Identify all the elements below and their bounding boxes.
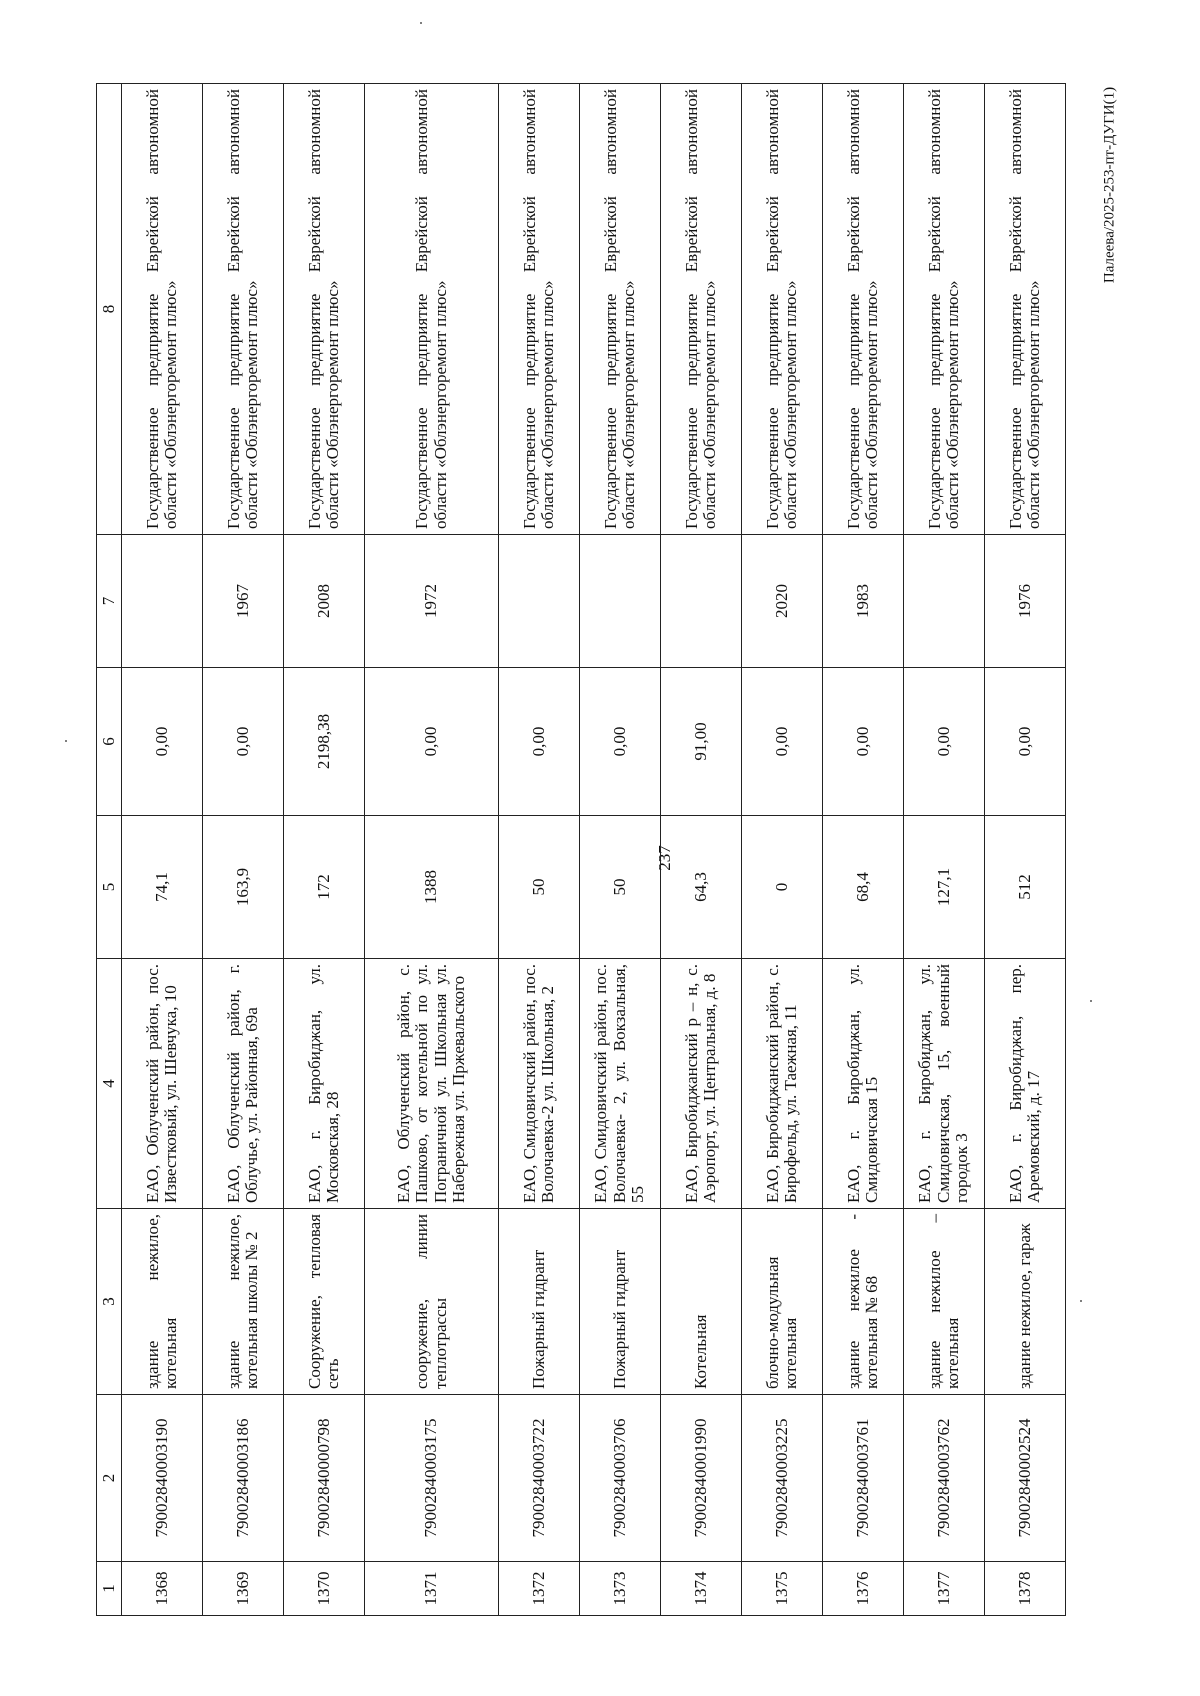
address-cell: ЕАО, Облученский район, с. Пашково, от котельной по ул. Пограничной ул. Школьная ул. Набережная ул. Пржевальского (365, 959, 499, 1209)
address-cell: ЕАО, г. Биробиджан, ул. Смидовичская 15 (823, 959, 904, 1209)
table-row (742, 84, 823, 1616)
cost-cell: 0,00 (203, 668, 284, 816)
row-number-cell: 1375 (742, 1562, 823, 1616)
area-cell: 50 (499, 816, 580, 959)
address-cell: ЕАО, Облученский район, г. Облучье, ул. Районная, 69а (203, 959, 284, 1209)
year-cell: 1972 (365, 535, 499, 668)
cadastral-number-cell: 79002840003761 (823, 1395, 904, 1562)
area-cell: 127,1 (904, 816, 985, 959)
address-cell: ЕАО, Биробиджанский район, с. Бирофельд, ул. Таежная, 11 (742, 959, 823, 1209)
object-type-cell: здание нежилое, котельная (122, 1209, 203, 1395)
address-cell: ЕАО, Смидовичский район, пос. Волочаевка- 2, ул. Вокзальная, 55 (580, 959, 661, 1209)
row-number-cell: 1374 (661, 1562, 742, 1616)
year-cell (661, 535, 742, 668)
cadastral-number-cell: 79002840003706 (580, 1395, 661, 1562)
cadastral-number-cell: 79002840003225 (742, 1395, 823, 1562)
year-cell (580, 535, 661, 668)
cost-cell: 0,00 (904, 668, 985, 816)
address-cell: ЕАО, г. Биробиджан, ул. Московская, 28 (284, 959, 365, 1209)
object-type-cell: Пожарный гидрант (499, 1209, 580, 1395)
table-row (580, 84, 661, 1616)
column-header: 3 (97, 1209, 122, 1395)
cadastral-number-cell: 79002840003762 (904, 1395, 985, 1562)
year-cell: 1983 (823, 535, 904, 668)
object-type-cell: блочно-модульная котельная (742, 1209, 823, 1395)
year-cell: 2008 (284, 535, 365, 668)
area-cell: 163,9 (203, 816, 284, 959)
row-number-cell: 1372 (499, 1562, 580, 1616)
document-code: Палеева/2025-253-пт-ДУГИ(1) (1101, 86, 1118, 284)
table-row (365, 84, 499, 1616)
year-cell (499, 535, 580, 668)
scan-speck (1080, 1300, 1082, 1302)
table-row (985, 84, 1066, 1616)
cost-cell: 0,00 (122, 668, 203, 816)
object-type-cell: здание нежилое, гараж (985, 1209, 1066, 1395)
cadastral-number-cell: 79002840003175 (365, 1395, 499, 1562)
row-number-cell: 1378 (985, 1562, 1066, 1616)
address-cell: ЕАО, г. Биробиджан, пер. Аремовский, д. 17 (985, 959, 1066, 1209)
area-cell: 512 (985, 816, 1066, 959)
row-number-cell: 1377 (904, 1562, 985, 1616)
cost-cell: 91,00 (661, 668, 742, 816)
table-row (284, 84, 365, 1616)
row-number-cell: 1371 (365, 1562, 499, 1616)
cost-cell: 0,00 (365, 668, 499, 816)
column-header: 5 (97, 816, 122, 959)
address-cell: ЕАО, Смидовичский район, пос. Волочаевка-2 ул. Школьная, 2 (499, 959, 580, 1209)
area-cell: 68,4 (823, 816, 904, 959)
page-number: 237 (655, 845, 674, 871)
owner-cell: Государственное предприятие Еврейской автономной области «Облэнергоремонт плюс» (661, 84, 742, 535)
owner-cell: Государственное предприятие Еврейской автономной области «Облэнергоремонт плюс» (904, 84, 985, 535)
scan-speck (420, 22, 422, 24)
cadastral-number-cell: 79002840001990 (661, 1395, 742, 1562)
year-cell: 1976 (985, 535, 1066, 668)
owner-cell: Государственное предприятие Еврейской автономной области «Облэнергоремонт плюс» (580, 84, 661, 535)
address-cell: ЕАО, Облученский район, пос. Известковый, ул. Шевчука, 10 (122, 959, 203, 1209)
owner-cell: Государственное предприятие Еврейской автономной области «Облэнергоремонт плюс» (499, 84, 580, 535)
column-header: 8 (97, 84, 122, 535)
row-number-cell: 1370 (284, 1562, 365, 1616)
object-type-cell: Пожарный гидрант (580, 1209, 661, 1395)
object-type-cell: здание нежилое - котельная № 68 (823, 1209, 904, 1395)
row-number-cell: 1373 (580, 1562, 661, 1616)
area-cell: 1388 (365, 816, 499, 959)
row-number-cell: 1369 (203, 1562, 284, 1616)
area-cell: 50 (580, 816, 661, 959)
rotated-table-container (96, 84, 1043, 1616)
year-cell (904, 535, 985, 668)
cadastral-number-cell: 79002840002524 (985, 1395, 1066, 1562)
year-cell: 1967 (203, 535, 284, 668)
address-cell: ЕАО, Биробиджанский р – н, с. Аэропорт, ул. Центральная, д. 8 (661, 959, 742, 1209)
cost-cell: 2198,38 (284, 668, 365, 816)
year-cell: 2020 (742, 535, 823, 668)
owner-cell: Государственное предприятие Еврейской автономной области «Облэнергоремонт плюс» (985, 84, 1066, 535)
column-header: 2 (97, 1395, 122, 1562)
area-cell: 74,1 (122, 816, 203, 959)
table-row (122, 84, 203, 1616)
address-cell: ЕАО, г. Биробиджан, ул. Смидовичская, 15, военный городок 3 (904, 959, 985, 1209)
table-row (823, 84, 904, 1616)
row-number-cell: 1368 (122, 1562, 203, 1616)
cost-cell: 0,00 (823, 668, 904, 816)
owner-cell: Государственное предприятие Еврейской автономной области «Облэнергоремонт плюс» (284, 84, 365, 535)
cost-cell: 0,00 (742, 668, 823, 816)
year-cell (122, 535, 203, 668)
table-header-row (97, 84, 122, 1616)
cost-cell: 0,00 (580, 668, 661, 816)
area-cell: 64,3 (661, 816, 742, 959)
cadastral-number-cell: 79002840000798 (284, 1395, 365, 1562)
owner-cell: Государственное предприятие Еврейской автономной области «Облэнергоремонт плюс» (823, 84, 904, 535)
table-row (203, 84, 284, 1616)
cost-cell: 0,00 (499, 668, 580, 816)
owner-cell: Государственное предприятие Еврейской автономной области «Облэнергоремонт плюс» (122, 84, 203, 535)
column-header: 6 (97, 668, 122, 816)
property-registry-table (96, 83, 1066, 1616)
column-header: 7 (97, 535, 122, 668)
cadastral-number-cell: 79002840003190 (122, 1395, 203, 1562)
column-header: 4 (97, 959, 122, 1209)
column-header: 1 (97, 1562, 122, 1616)
scan-speck (65, 740, 67, 742)
owner-cell: Государственное предприятие Еврейской автономной области «Облэнергоремонт плюс» (742, 84, 823, 535)
area-cell: 0 (742, 816, 823, 959)
scan-speck (1090, 1000, 1092, 1002)
area-cell: 172 (284, 816, 365, 959)
owner-cell: Государственное предприятие Еврейской автономной области «Облэнергоремонт плюс» (365, 84, 499, 535)
object-type-cell: Сооружение, тепловая сеть (284, 1209, 365, 1395)
object-type-cell: здание нежилое, котельная школы № 2 (203, 1209, 284, 1395)
table-row (904, 84, 985, 1616)
object-type-cell: сооружение, линии теплотрассы (365, 1209, 499, 1395)
table-row (661, 84, 742, 1616)
cadastral-number-cell: 79002840003186 (203, 1395, 284, 1562)
owner-cell: Государственное предприятие Еврейской автономной области «Облэнергоремонт плюс» (203, 84, 284, 535)
table-row (499, 84, 580, 1616)
cost-cell: 0,00 (985, 668, 1066, 816)
object-type-cell: Котельная (661, 1209, 742, 1395)
cadastral-number-cell: 79002840003722 (499, 1395, 580, 1562)
object-type-cell: здание нежилое – котельная (904, 1209, 985, 1395)
row-number-cell: 1376 (823, 1562, 904, 1616)
